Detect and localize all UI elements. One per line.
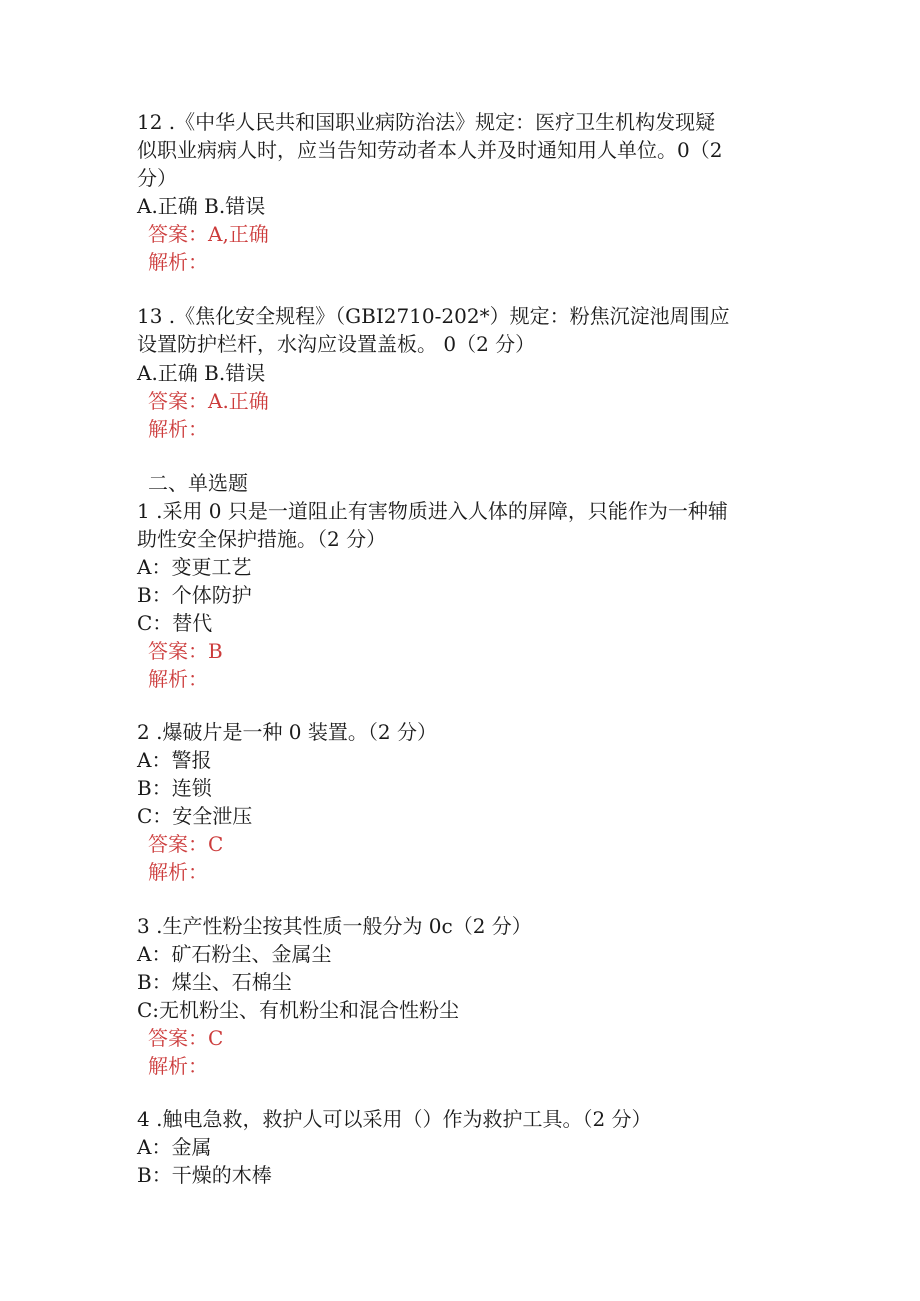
sc-question-4-stem-line-1: 4 .触电急救，救护人可以采用（）作为救护工具。（2 分） xyxy=(137,1107,652,1131)
sc-question-3-option-c: C:无机粉尘、有机粉尘和混合性粉尘 xyxy=(137,998,460,1022)
question-13-answer: 答案：A.正确 xyxy=(148,389,269,413)
sc-question-3-analysis: 解析： xyxy=(148,1054,208,1078)
question-12-answer: 答案：A,正确 xyxy=(148,222,269,246)
sc-question-1-option-a: A：变更工艺 xyxy=(137,555,252,579)
question-12-stem-line-3: 分） xyxy=(137,166,177,190)
sc-question-2-option-b: B：连锁 xyxy=(137,776,212,800)
question-12-analysis: 解析： xyxy=(148,250,208,274)
question-13-analysis: 解析： xyxy=(148,417,208,441)
question-13-stem-line-2: 设置防护栏杆，水沟应设置盖板。 0（2 分） xyxy=(137,332,536,356)
sc-question-1-analysis: 解析： xyxy=(148,667,208,691)
sc-question-2-analysis: 解析： xyxy=(148,860,208,884)
sc-question-1-stem-line-2: 助性安全保护措施。（2 分） xyxy=(137,527,387,551)
sc-question-2-answer: 答案：C xyxy=(148,832,224,856)
sc-question-1-option-c: C：替代 xyxy=(137,611,213,635)
sc-question-2-option-c: C：安全泄压 xyxy=(137,804,253,828)
section-title-single-choice: 二、单选题 xyxy=(148,471,248,495)
sc-question-3-option-a: A：矿石粉尘、金属尘 xyxy=(137,942,332,966)
question-13-stem-line-1: 13 .《焦化安全规程》（GBI2710-202*）规定：粉焦沉淀池周围应 xyxy=(137,304,730,328)
sc-question-3-answer: 答案：C xyxy=(148,1026,224,1050)
sc-question-1-answer: 答案：B xyxy=(148,639,223,663)
sc-question-3-stem-line-1: 3 .生产性粉尘按其性质一般分为 0c（2 分） xyxy=(137,914,532,938)
sc-question-1-option-b: B：个体防护 xyxy=(137,583,252,607)
question-13-options: A.正确 B.错误 xyxy=(137,361,266,385)
sc-question-1-stem-line-1: 1 .采用 0 只是一道阻止有害物质进入人体的屏障，只能作为一种辅 xyxy=(137,499,728,523)
sc-question-2-option-a: A：警报 xyxy=(137,748,212,772)
sc-question-3-option-b: B：煤尘、石棉尘 xyxy=(137,970,292,994)
sc-question-4-option-a: A：金属 xyxy=(137,1135,212,1159)
sc-question-4-option-b: B：干燥的木棒 xyxy=(137,1163,272,1187)
question-12-options: A.正确 B.错误 xyxy=(137,194,266,218)
question-12-stem-line-1: 12 .《中华人民共和国职业病防治法》规定：医疗卫生机构发现疑 xyxy=(137,110,716,134)
question-12-stem-line-2: 似职业病病人时，应当告知劳动者本人并及时通知用人单位。0（2 xyxy=(137,138,723,162)
sc-question-2-stem-line-1: 2 .爆破片是一种 0 装置。（2 分） xyxy=(137,720,437,744)
